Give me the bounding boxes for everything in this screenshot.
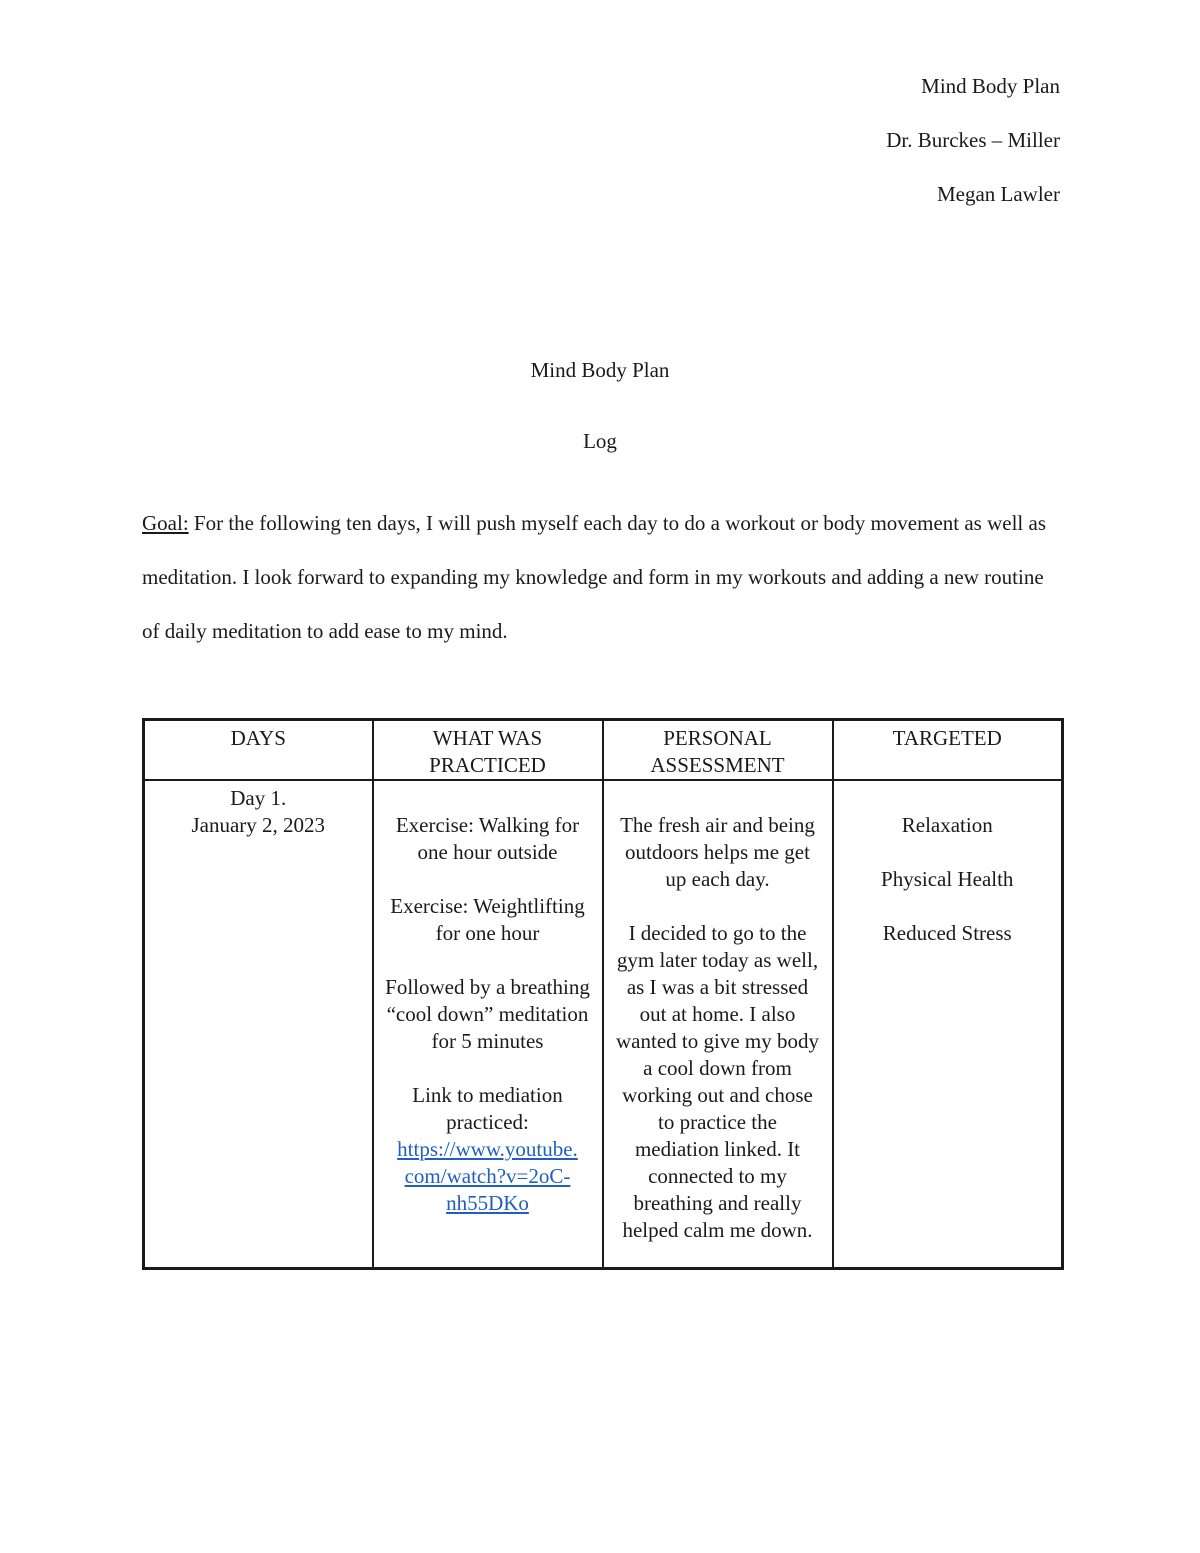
practiced-meditation: Followed by a breathing “cool down” meditation for 5 minutes: [385, 975, 590, 1053]
document-header: [886, 72, 1060, 234]
day-date: January 2, 2023: [191, 813, 326, 837]
practiced-cell: [373, 780, 603, 1269]
targeted-cell: [833, 780, 1063, 1269]
header-personal-assessment: PERSONAL ASSESSMENT: [603, 720, 833, 781]
header-course-title: Mind Body Plan: [921, 74, 1060, 98]
header-targeted: TARGETED: [833, 720, 1063, 781]
table-row: [144, 780, 1063, 1269]
goal-paragraph: [142, 496, 1062, 658]
targeted-relaxation: Relaxation: [901, 813, 993, 837]
assessment-gym: I decided to go to the gym later today as well, as I was a bit stressed out at home. I also wanted to give my body a cool down from working out and chose to practice the mediation linked. It connected to my breathing and really helped calm me down.: [616, 921, 819, 1242]
day-label: Day 1.: [230, 786, 287, 810]
assessment-cell: [603, 780, 833, 1269]
assessment-outdoors: The fresh air and being outdoors helps me get up each day.: [620, 813, 815, 891]
targeted-reduced-stress: Reduced Stress: [882, 921, 1012, 945]
header-days: DAYS: [144, 720, 373, 781]
goal-label: Goal:: [142, 511, 189, 535]
goal-text: For the following ten days, I will push myself each day to do a workout or body movement as well as meditation. I look forward to expanding my knowledge and form in my workouts and adding a new routine of daily meditation to add ease to my mind.: [142, 511, 1046, 643]
practiced-link-label: Link to mediation practiced:: [412, 1083, 563, 1134]
table-header-row: [144, 720, 1063, 781]
page-title: Mind Body Plan: [530, 358, 670, 382]
header-author: Megan Lawler: [936, 182, 1060, 206]
header-instructor: Dr. Burckes – Miller: [886, 128, 1060, 152]
header-what-was-practiced: WHAT WAS PRACTICED: [373, 720, 603, 781]
practiced-walking: Exercise: Walking for one hour outside: [395, 813, 580, 864]
practiced-weightlifting: Exercise: Weightlifting for one hour: [390, 894, 585, 945]
day-cell: [144, 780, 373, 1269]
meditation-video-link[interactable]: https://www.youtube. com/watch?v=2oC- nh55DKo: [397, 1137, 578, 1215]
log-table: [142, 718, 1064, 1270]
page-subtitle: Log: [583, 429, 617, 453]
targeted-physical-health: Physical Health: [881, 867, 1014, 891]
